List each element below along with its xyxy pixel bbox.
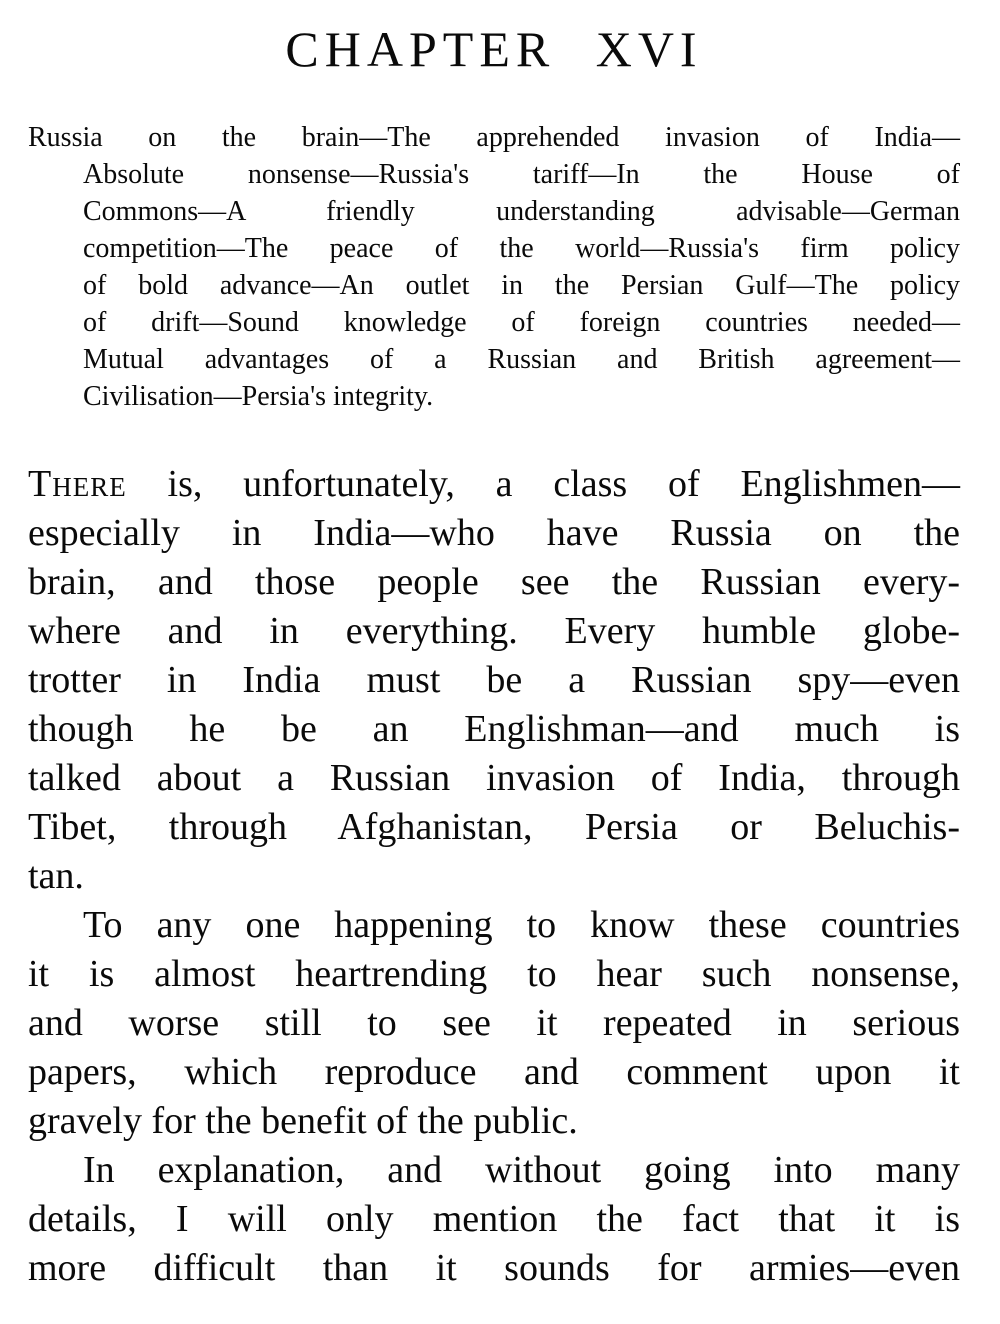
- text-line: and worse still to see it repeated in serious: [28, 1002, 960, 1044]
- chapter-title: CHAPTER XVI: [285, 21, 703, 77]
- text-line: Commons—A friendly understanding advisable—German: [83, 196, 960, 227]
- text-line: Tibet, through Afghanistan, Persia or Beluchis-: [28, 806, 960, 848]
- text-line: There is, unfortunately, a class of Englishmen—: [28, 463, 960, 505]
- text-line: Russia on the brain—The apprehended invasion of India—: [28, 122, 960, 153]
- book-page: [0, 22, 1000, 1324]
- text-line: brain, and those people see the Russian every-: [28, 561, 960, 603]
- text-line: trotter in India must be a Russian spy—even: [28, 659, 960, 701]
- chapter-summary: [28, 119, 960, 415]
- paragraph-1: [28, 460, 960, 901]
- text-line: Absolute nonsense—Russia's tariff—In the House of: [83, 159, 960, 190]
- text-line: To any one happening to know these countries: [83, 904, 960, 946]
- text-line: Civilisation—Persia's integrity.: [83, 381, 434, 412]
- text-line: it is almost heartrending to hear such nonsense,: [28, 953, 960, 995]
- text-line: competition—The peace of the world—Russia's firm policy: [83, 233, 960, 264]
- text-line: tan.: [28, 855, 84, 897]
- text-line: details, I will only mention the fact that it is: [28, 1198, 960, 1240]
- text-line: especially in India—who have Russia on the: [28, 512, 960, 554]
- text-line: In explanation, and without going into many: [83, 1149, 960, 1191]
- text-line: papers, which reproduce and comment upon it: [28, 1051, 960, 1093]
- paragraph-3: [28, 1146, 960, 1293]
- text-line: though he be an Englishman—and much is: [28, 708, 960, 750]
- text-line: Mutual advantages of a Russian and British agreement—: [83, 344, 960, 375]
- text-line: of bold advance—An outlet in the Persian Gulf—The policy: [83, 270, 960, 301]
- text-line: more difficult than it sounds for armies—even: [28, 1247, 960, 1289]
- text-line: where and in everything. Every humble globe-: [28, 610, 960, 652]
- page-body: [28, 460, 960, 1293]
- smallcaps-lead-word: There: [28, 463, 127, 505]
- text-line: talked about a Russian invasion of India, through: [28, 757, 960, 799]
- text-line: gravely for the benefit of the public.: [28, 1100, 578, 1142]
- text-line: of drift—Sound knowledge of foreign countries needed—: [83, 307, 960, 338]
- paragraph-2: [28, 901, 960, 1146]
